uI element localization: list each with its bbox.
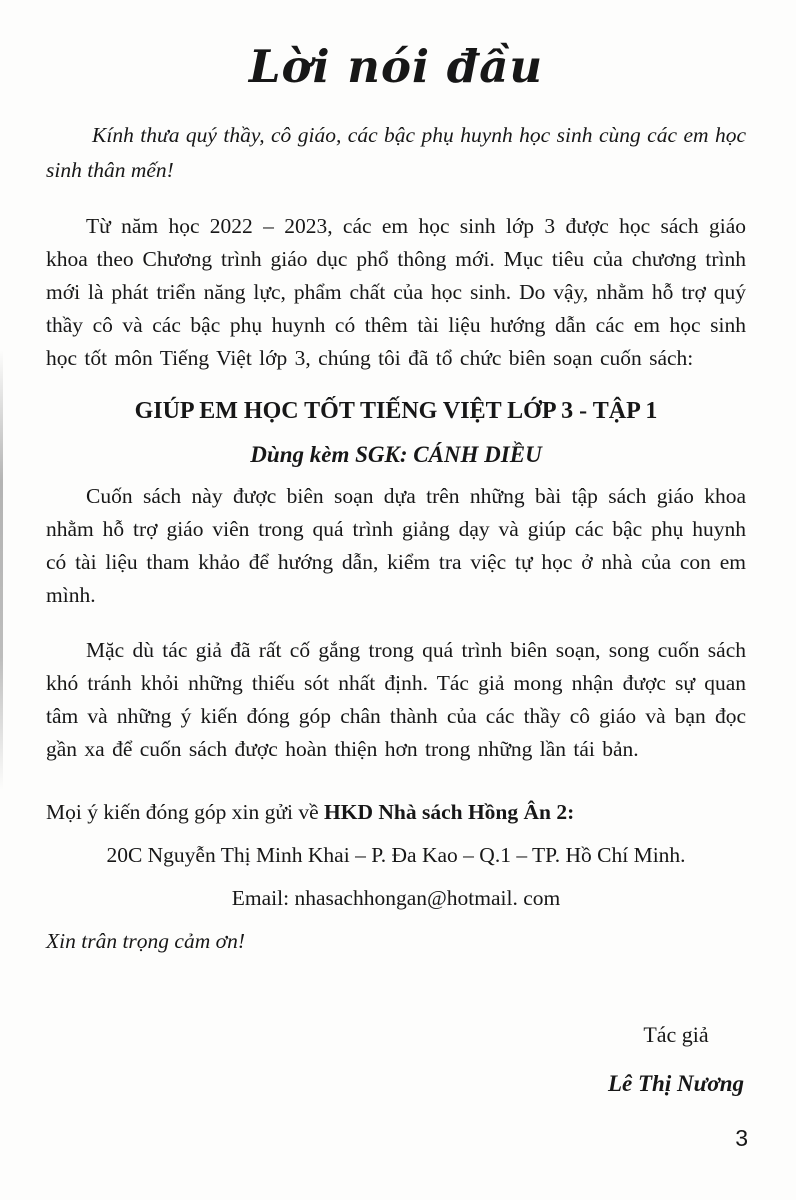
contact-line: [46, 796, 746, 829]
paragraph-purpose: Cuốn sách này được biên soạn dựa trên những bài tập sách giáo khoa nhằm hỗ trợ giáo viên trong quá trình giảng dạy và giúp các bậc phụ huynh có tài liệu tham khảo để hướng dẫn, kiểm tra việc tự học ở nhà của con em mình.: [46, 484, 746, 607]
author-label: Tác giả: [643, 1022, 709, 1047]
contact-email: Email: nhasachhongan@hotmail. com: [231, 885, 561, 910]
book-title: GIÚP EM HỌC TỐT TIẾNG VIỆT LỚP 3 - TẬP 1: [134, 398, 658, 424]
page-number: 3: [735, 1125, 748, 1151]
paragraph-closing: Mặc dù tác giả đã rất cố gắng trong quá trình biên soạn, song cuốn sách khó tránh khỏi những thiếu sót nhất định. Tác giả mong nhận được sự quan tâm và những ý kiến đóng góp chân thành của các thầy cô giáo và bạn đọc gần xa để cuốn sách được hoàn thiện hơn trong những lần tái bản.: [46, 637, 746, 761]
contact-store-name: HKD Nhà sách Hồng Ân 2:: [324, 799, 575, 824]
contact-address: 20C Nguyễn Thị Minh Khai – P. Đa Kao – Q.1 – TP. Hồ Chí Minh.: [106, 842, 686, 867]
page-content: [0, 40, 796, 958]
greeting-paragraph: Kính thưa quý thầy, cô giáo, các bậc phụ huynh học sinh cùng các em học sinh thân mến!: [46, 123, 746, 182]
book-subtitle: Dùng kèm SGK: CÁNH DIỀU: [250, 442, 542, 467]
contact-intro-text: Mọi ý kiến đóng góp xin gửi về: [46, 799, 324, 824]
page-title: Lời nói đầu: [248, 40, 544, 93]
thanks-line: Xin trân trọng cảm ơn!: [46, 928, 245, 953]
author-name: Lê Thị Nương: [607, 1071, 744, 1096]
author-block: [608, 1018, 744, 1100]
contact-block: [46, 796, 746, 958]
paragraph-intro: Từ năm học 2022 – 2023, các em học sinh lớp 3 được học sách giáo khoa theo Chương trình giáo dục phổ thông mới. Mục tiêu của chương trình mới là phát triển năng lực, phẩm chất của học sinh. Do vậy, nhằm hỗ trợ quý thầy cô và các bậc phụ huynh có thêm tài liệu hướng dẫn các em học sinh học tốt môn Tiếng Việt lớp 3, chúng tôi đã tổ chức biên soạn cuốn sách:: [46, 213, 746, 370]
